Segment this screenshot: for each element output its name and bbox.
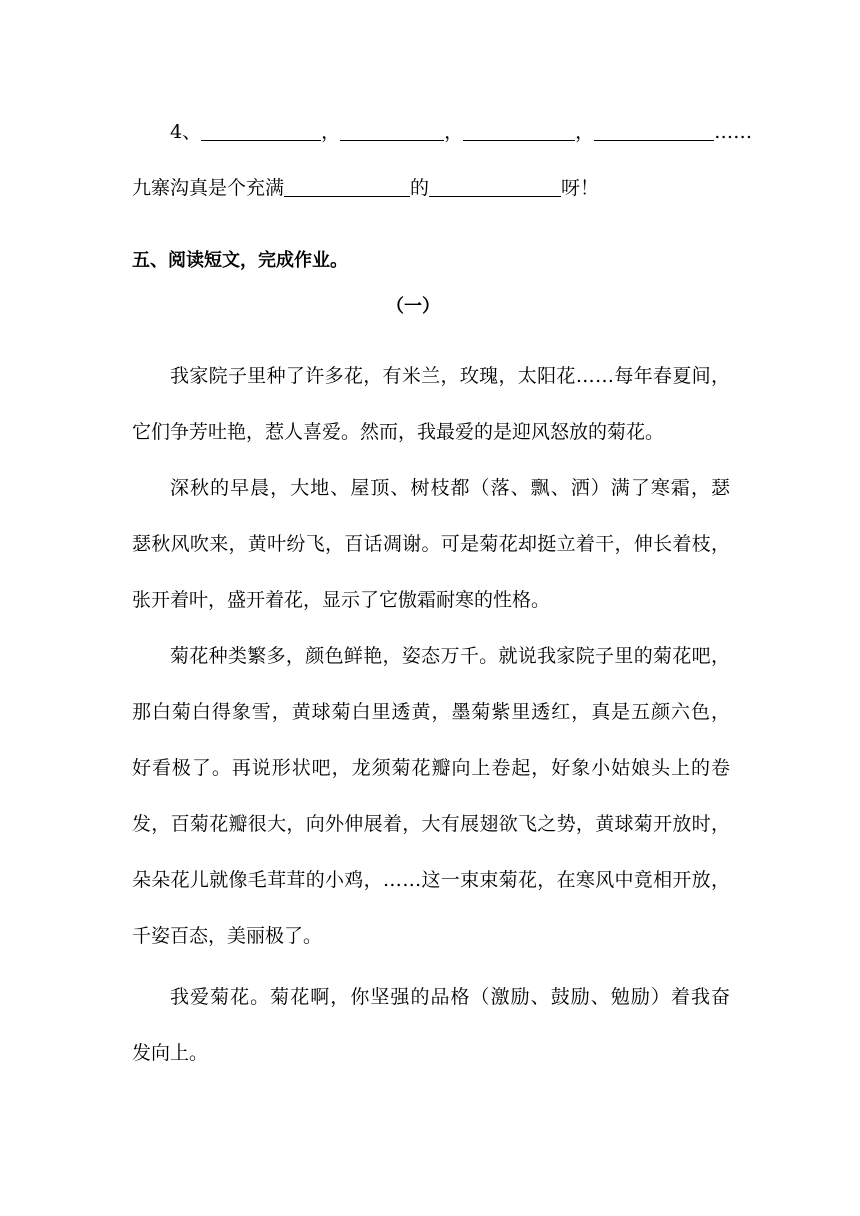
passage-line: 发向上。 <box>132 1042 209 1064</box>
passage-line: 发，百菊花瓣很大，向外伸展着，大有展翅欲飞之势，黄球菊开放时， <box>132 813 731 835</box>
passage-line: 深秋的早晨，大地、屋顶、树枝都（落、飘、洒）满了寒霜，瑟 <box>170 477 732 499</box>
passage-line: 我爱菊花。菊花啊，你坚强的品格（激励、鼓励、勉励）着我奋 <box>170 986 732 1008</box>
blank-4 <box>594 120 714 141</box>
comma: ， <box>444 121 464 143</box>
passage-line: 菊花种类繁多，颜色鲜艳，姿态万千。就说我家院子里的菊花吧， <box>170 645 731 667</box>
passage-line: 好看极了。再说形状吧，龙须菊花瓣向上卷起，好象小姑娘头上的卷 <box>132 757 731 779</box>
ellipsis: …… <box>714 121 753 143</box>
item-number: 4、 <box>170 121 202 143</box>
comma: ， <box>321 121 341 143</box>
passage-line: 我家院子里种了许多花，有米兰，玫瑰，太阳花……每年春夏间， <box>170 365 731 387</box>
blank-5 <box>284 176 410 197</box>
fill-in-item-4 <box>170 120 752 144</box>
passage-line: 它们争芳吐艳，惹人喜爱。然而，我最爱的是迎风怒放的菊花。 <box>132 421 665 443</box>
section-title: 五、阅读短文，完成作业。 <box>132 250 348 271</box>
blank-1 <box>201 120 321 141</box>
passage-line: 朵朵花儿就像毛茸茸的小鸡，……这一束束菊花，在寒风中竟相开放， <box>132 869 731 891</box>
passage-line: 那白菊白得象雪，黄球菊白里透黄，墨菊紫里透红，真是五颜六色， <box>132 701 731 723</box>
comma: ， <box>575 121 595 143</box>
blank-6 <box>429 176 561 197</box>
blank-3 <box>463 120 575 141</box>
sentence-part-c: 呀！ <box>561 177 600 199</box>
section-subtitle: （一） <box>386 296 440 317</box>
sentence-part-a: 九寨沟真是个充满 <box>132 177 285 199</box>
passage-line: 瑟秋风吹来，黄叶纷飞，百话凋谢。可是菊花却挺立着干，伸长着枝， <box>132 533 731 555</box>
passage-line: 张开着叶，盛开着花，显示了它傲霜耐寒的性格。 <box>132 589 551 611</box>
blank-2 <box>340 120 444 141</box>
sentence-part-b: 的 <box>410 177 430 199</box>
passage-line: 千姿百态，美丽极了。 <box>132 925 323 947</box>
fill-in-sentence <box>132 176 599 200</box>
